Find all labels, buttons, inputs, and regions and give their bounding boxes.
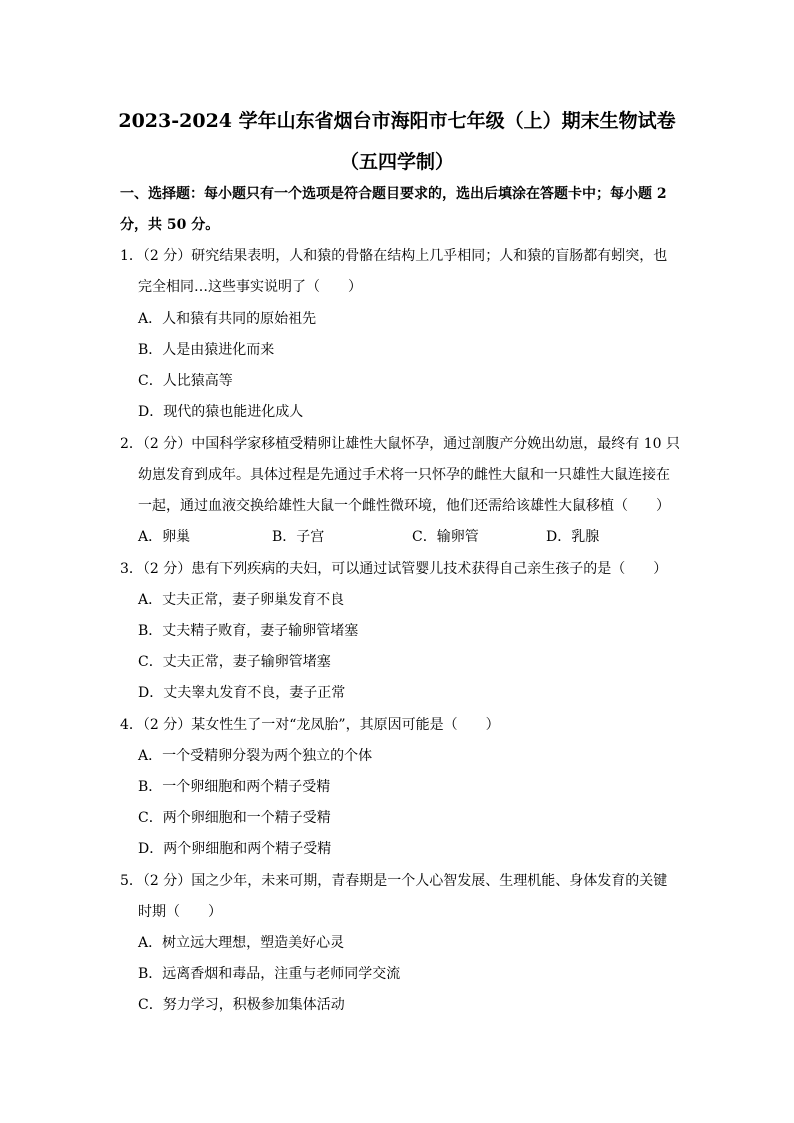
section-heading-cont: 分，共 50 分。	[120, 217, 220, 233]
question-5-option-b: B．远离香烟和毒品，注重与老师同学交流	[138, 966, 401, 982]
question-5-stem: 5．（2 分）国之少年，未来可期，青春期是一个人心智发展、生理机能、身体发育的关键	[120, 873, 668, 889]
question-1-option-a: A．人和猿有共同的原始祖先	[138, 311, 317, 327]
question-3-option-d: D．丈夫睾丸发育不良，妻子正常	[138, 685, 346, 701]
question-4-option-a: A．一个受精卵分裂为两个独立的个体	[138, 748, 373, 764]
question-2-option-c: C．输卵管	[412, 529, 479, 545]
question-3-stem: 3．（2 分）患有下列疾病的夫妇，可以通过试管婴儿技术获得自己亲生孩子的是（ ）	[120, 561, 668, 577]
question-5-stem-cont: 时期（ ）	[138, 904, 222, 920]
question-2-stem-cont: 一起，通过血液交换给雄性大鼠一个雌性微环境，他们还需给该雄性大鼠移植（ ）	[138, 498, 670, 514]
question-5-option-c: C．努力学习，积极参加集体活动	[138, 997, 345, 1013]
question-2-stem-cont: 幼崽发育到成年。具体过程是先通过手术将一只怀孕的雌性大鼠和一只雄性大鼠连接在	[138, 467, 670, 483]
question-2-option-d: D．乳腺	[546, 529, 600, 545]
question-4-option-d: D．两个卵细胞和两个精子受精	[138, 841, 332, 857]
question-1-option-c: C．人比猿高等	[138, 373, 233, 389]
question-1-option-b: B．人是由猿进化而来	[138, 342, 275, 358]
exam-subtitle: （五四学制）	[339, 151, 454, 173]
question-5-option-a: A．树立远大理想，塑造美好心灵	[138, 935, 345, 951]
question-3-option-a: A．丈夫正常，妻子卵巢发育不良	[138, 592, 345, 608]
question-2-stem: 2．（2 分）中国科学家移植受精卵让雄性大鼠怀孕，通过剖腹产分娩出幼崽，最终有 10 只	[120, 436, 680, 452]
question-1-option-d: D．现代的猿也能进化成人	[138, 404, 304, 420]
question-2-option-a: A．卵巢	[138, 529, 191, 545]
question-3-option-c: C．丈夫正常，妻子输卵管堵塞	[138, 654, 331, 670]
question-4-option-b: B．一个卵细胞和两个精子受精	[138, 779, 331, 795]
question-3-option-b: B．丈夫精子败育，妻子输卵管堵塞	[138, 623, 359, 639]
question-4-option-c: C．两个卵细胞和一个精子受精	[138, 810, 331, 826]
question-2-option-b: B．子宫	[272, 529, 325, 545]
exam-title: 2023-2024 学年山东省烟台市海阳市七年级（上）期末生物试卷	[118, 110, 676, 132]
question-4-stem: 4．（2 分）某女性生了一对“龙凤胎”，其原因可能是（ ）	[120, 717, 500, 733]
section-heading: 一、选择题：每小题只有一个选项是符合题目要求的，选出后填涂在答题卡中；每小题 2	[120, 186, 667, 202]
question-1-stem-cont: 完全相同…这些事实说明了（ ）	[138, 279, 362, 295]
question-1-stem: 1．（2 分）研究结果表明，人和猿的骨骼在结构上几乎相同；人和猿的盲肠都有蚓突，也	[120, 248, 668, 264]
